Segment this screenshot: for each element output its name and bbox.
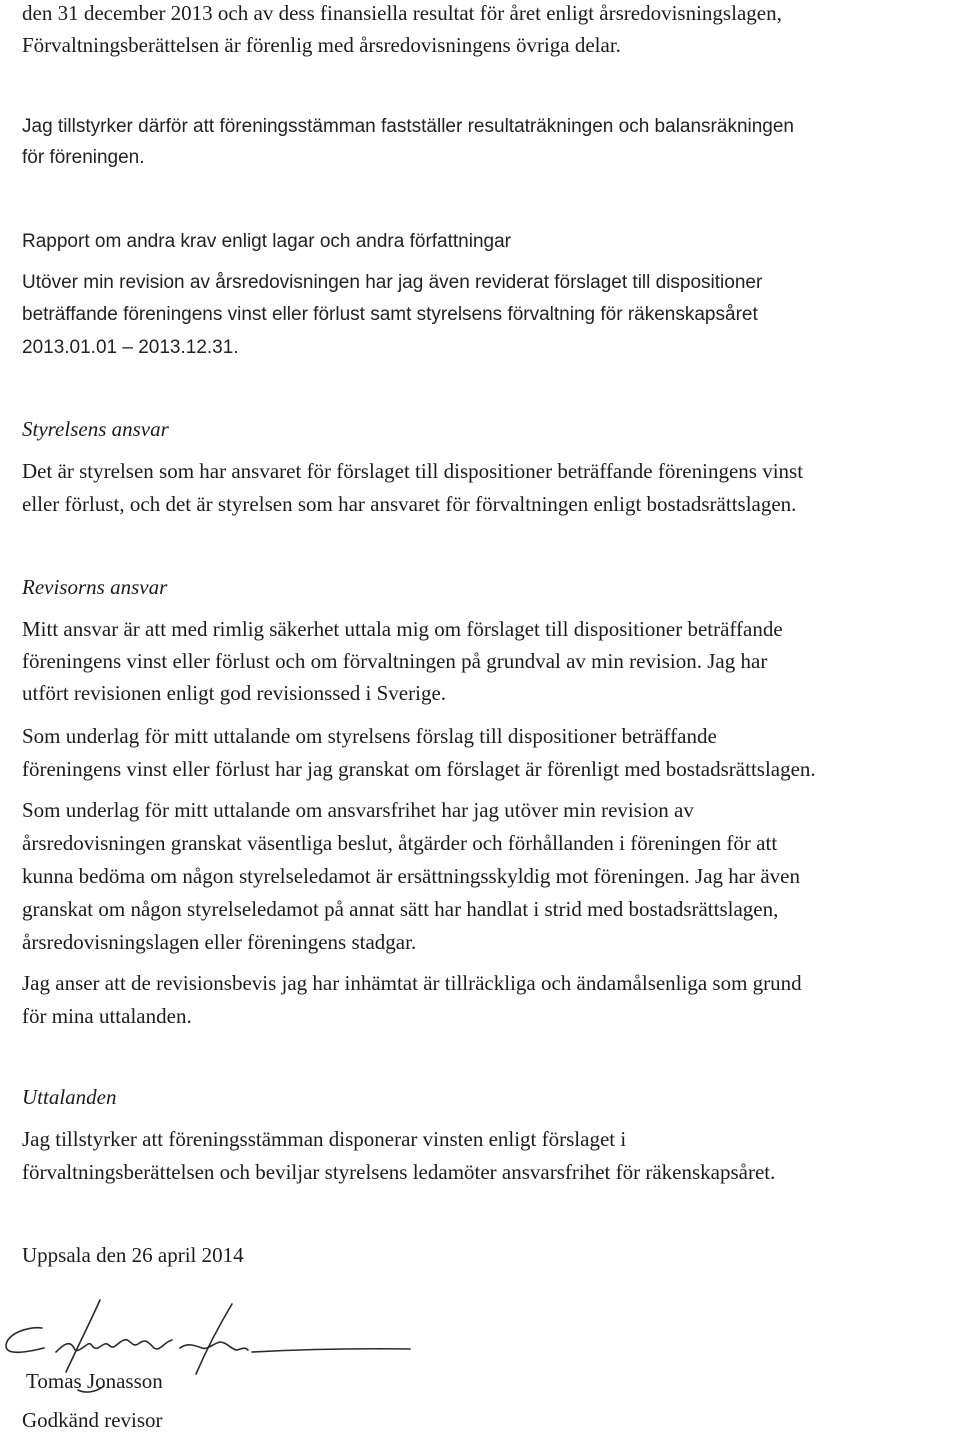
intro-line-2: Förvaltningsberättelsen är förenlig med årsredovisningens övriga delar. xyxy=(22,33,621,57)
other-requirements-line-2: beträffande föreningens vinst eller förlust samt styrelsens förvaltning för räkenskapsåret xyxy=(22,304,758,325)
auditor-p1-line-1: Mitt ansvar är att med rimlig säkerhet uttala mig om förslaget till dispositioner beträffande xyxy=(22,617,783,641)
auditor-p2-line-2: föreningens vinst eller förlust har jag granskat om förslaget är förenligt med bostadsrättslagen. xyxy=(22,757,816,781)
auditor-p4-line-2: för mina uttalanden. xyxy=(22,1004,192,1028)
statements-line-2: förvaltningsberättelsen och beviljar styrelsens ledamöter ansvarsfrihet för räkenskapsåret. xyxy=(22,1160,776,1184)
other-requirements-line-1: Utöver min revision av årsredovisningen har jag även reviderat förslaget till dispositioner xyxy=(22,272,763,293)
board-responsibility-line-1: Det är styrelsen som har ansvaret för förslaget till dispositioner beträffande föreningens vinst xyxy=(22,459,804,483)
recommendation-line-1: Jag tillstyrker därför att föreningsstämman fastställer resultaträkningen och balansräkningen xyxy=(22,116,794,137)
auditor-p1-line-3: utfört revisionen enligt god revisionssed i Sverige. xyxy=(22,681,447,705)
auditor-p2-line-1: Som underlag för mitt uttalande om styrelsens förslag till dispositioner beträffande xyxy=(22,724,717,748)
auditor-p4-line-1: Jag anser att de revisionsbevis jag har inhämtat är tillräckliga och ändamålsenliga som grund xyxy=(22,971,802,995)
board-responsibility-line-2: eller förlust, och det är styrelsen som har ansvaret för förvaltningen enligt bostadsrättslagen. xyxy=(22,492,797,516)
statements-heading: Uttalanden xyxy=(22,1085,117,1109)
auditor-p3-line-2: årsredovisningen granskat väsentliga beslut, åtgärder och förhållanden i föreningen för att xyxy=(22,831,778,855)
other-requirements-line-3: 2013.01.01 – 2013.12.31. xyxy=(22,337,239,358)
board-responsibility-heading: Styrelsens ansvar xyxy=(22,417,169,441)
recommendation-line-2: för föreningen. xyxy=(22,147,145,168)
auditor-p3-line-3: kunna bedöma om någon styrelseledamot är ersättningsskyldig mot föreningen. Jag har även xyxy=(22,864,800,888)
signer-title: Godkänd revisor xyxy=(22,1408,163,1432)
auditor-p1-line-2: föreningens vinst eller förlust och om förvaltningen på grundval av min revision. Jag har xyxy=(22,649,768,673)
intro-line-1: den 31 december 2013 och av dess finansiella resultat för året enligt årsredovisningslagen, xyxy=(22,1,782,25)
place-and-date: Uppsala den 26 april 2014 xyxy=(22,1243,244,1267)
auditor-p3-line-5: årsredovisningslagen eller föreningens stadgar. xyxy=(22,930,417,954)
signer-name: Tomas Jonasson xyxy=(26,1369,163,1393)
auditor-p3-line-4: granskat om någon styrelseledamot på annat sätt har handlat i strid med bostadsrättslagen, xyxy=(22,897,779,921)
other-requirements-heading: Rapport om andra krav enligt lagar och andra författningar xyxy=(22,231,511,252)
statements-line-1: Jag tillstyrker att föreningsstämman disponerar vinsten enligt förslaget i xyxy=(22,1127,627,1151)
auditor-responsibility-heading: Revisorns ansvar xyxy=(22,575,168,599)
auditor-p3-line-1: Som underlag för mitt uttalande om ansvarsfrihet har jag utöver min revision av xyxy=(22,798,694,822)
